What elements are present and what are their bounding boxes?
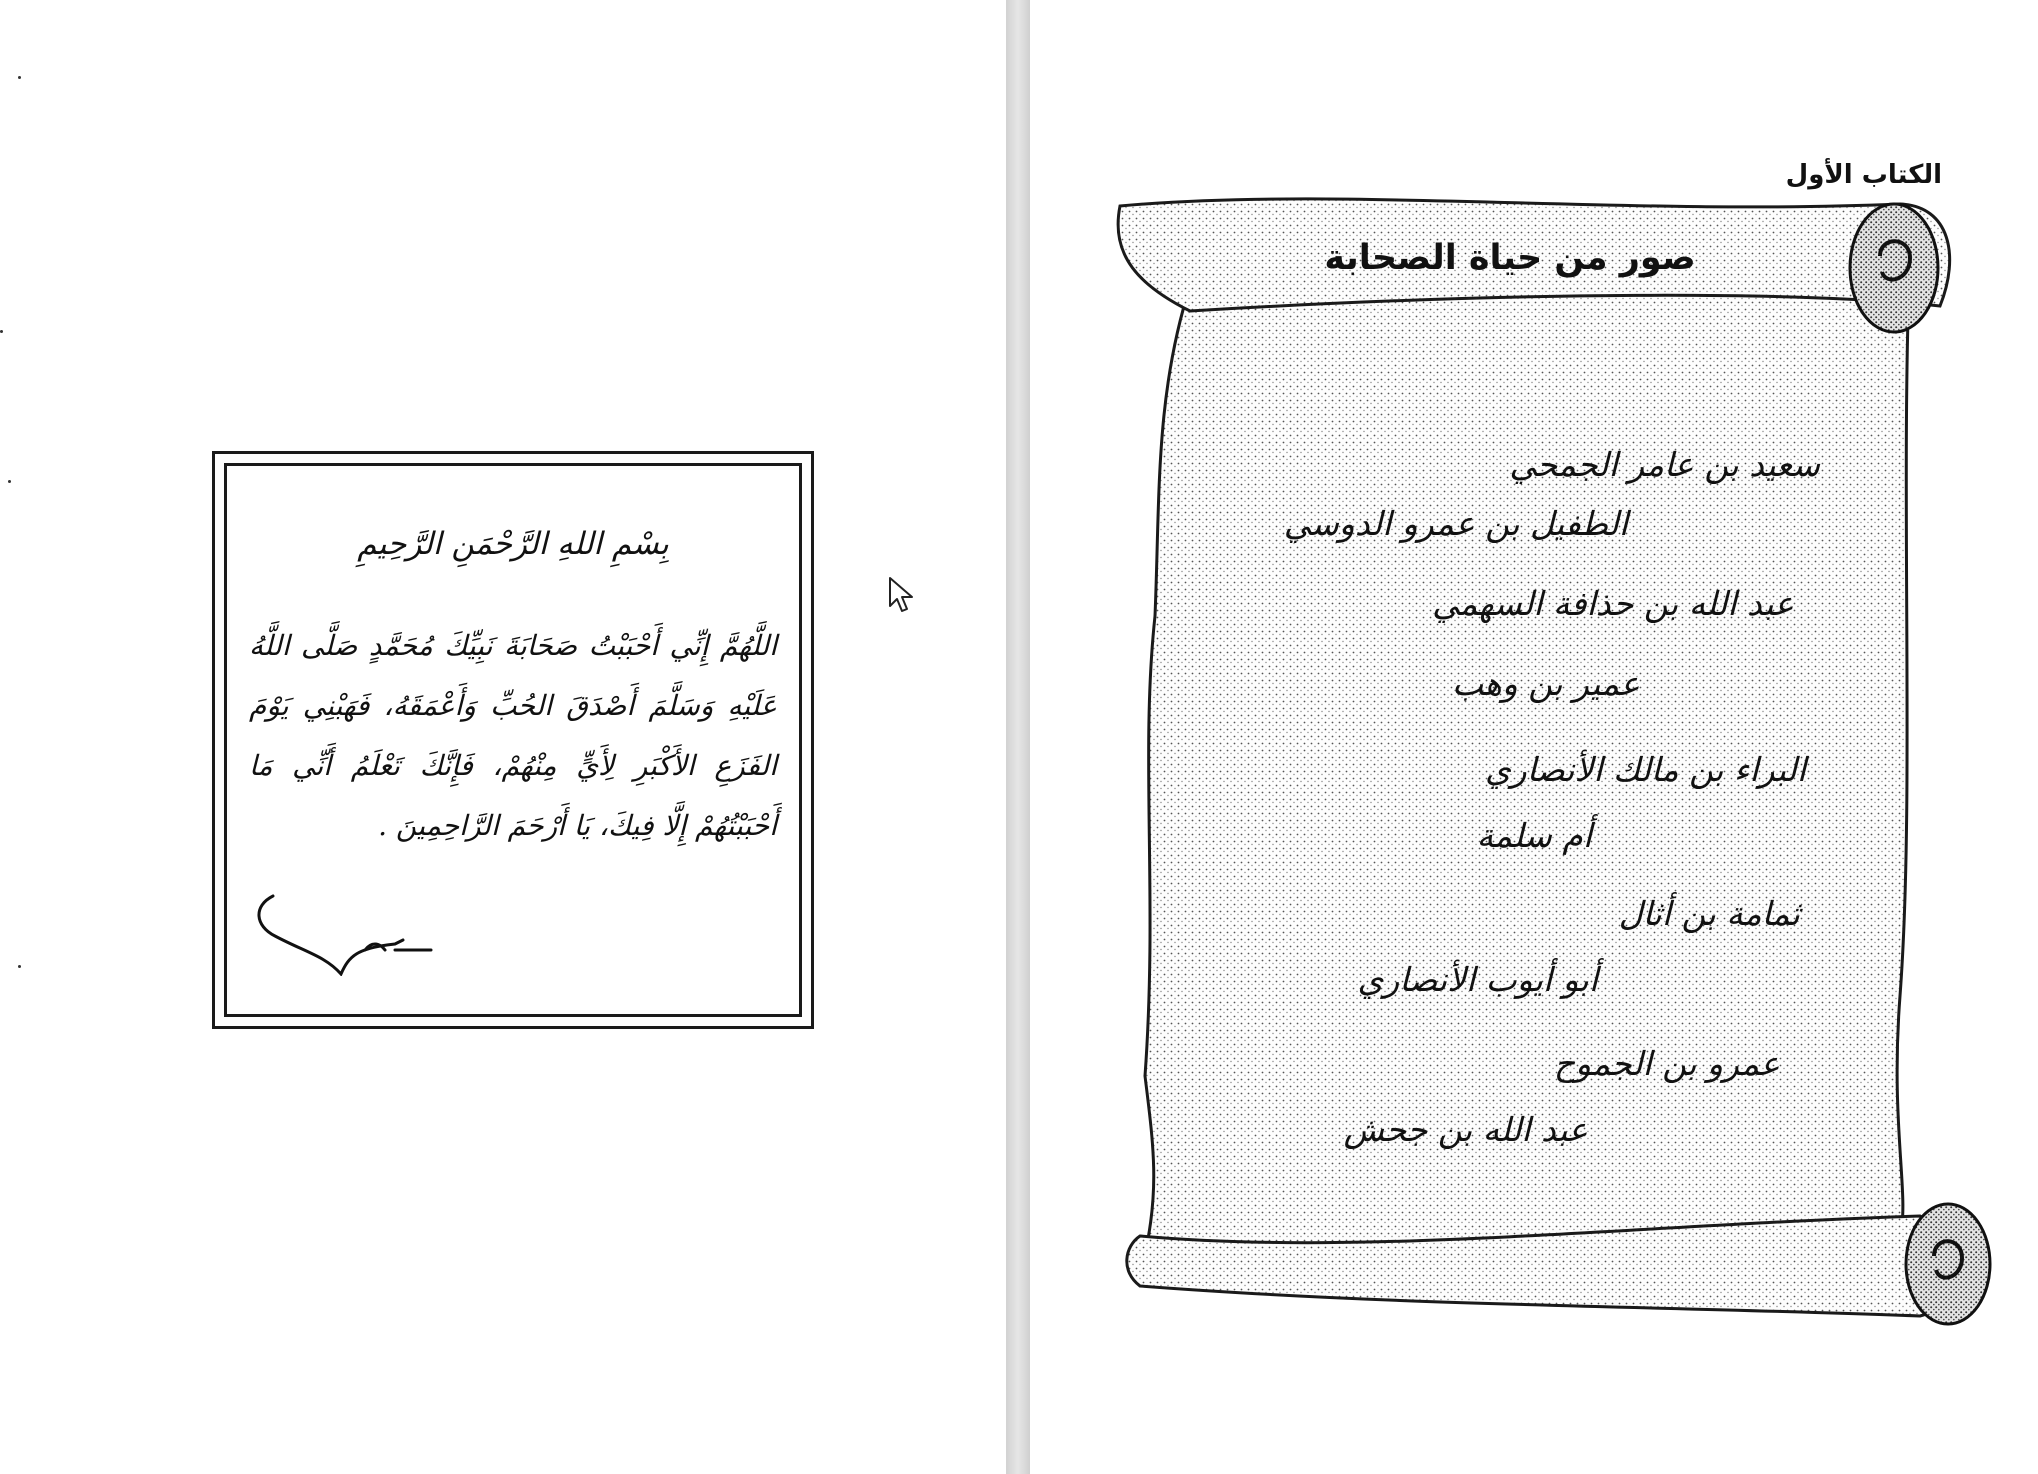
book-label: الكتاب الأول <box>1785 160 1942 190</box>
scan-speck <box>8 480 11 483</box>
scroll-title: صور من حياة الصحابة <box>1324 238 1696 278</box>
scan-speck <box>0 330 3 333</box>
mouse-cursor-icon <box>888 576 914 616</box>
list-item: عبد الله بن حذافة السهمي <box>1432 584 1794 623</box>
list-item: أبو أيوب الأنصاري <box>1357 960 1598 999</box>
page-gutter <box>1006 0 1030 1474</box>
list-item: عمير بن وهب <box>1452 664 1640 703</box>
left-page <box>0 0 1006 1474</box>
basmala: بِسْمِ اللهِ الرَّحْمَنِ الرَّحِيمِ <box>357 526 669 562</box>
scan-speck <box>18 965 21 968</box>
list-item: عمرو بن الجموح <box>1553 1044 1780 1083</box>
list-item: سعيد بن عامر الجمحي <box>1509 445 1820 484</box>
dua-inner-border <box>224 463 802 1017</box>
scan-speck <box>18 76 21 79</box>
dua-frame <box>212 451 814 1029</box>
list-item: أم سلمة <box>1476 816 1592 855</box>
list-item: الطفيل بن عمرو الدوسي <box>1283 504 1628 543</box>
signature-scribble <box>245 886 435 976</box>
list-item: ثمامة بن أثال <box>1618 894 1800 933</box>
right-page <box>1030 0 2038 1474</box>
list-item: البراء بن مالك الأنصاري <box>1484 750 1806 789</box>
companions-list <box>1030 0 2038 1474</box>
dua-text: اللَّهُمَّ إِنِّي أَحْبَبْتُ صَحَابَةَ نَبِيِّكَ مُحَمَّدٍ صَلَّى اللَّهُ عَلَيْهِ وَسَلَّمَ أَصْدَقَ الحُبِّ وَأَعْمَقَهُ، فَهَبْنِي يَوْمَ الفَزَعِ الأَكْبَرِ لِأَيٍّ مِنْهُمْ، فَإِنَّكَ تَعْلَمُ أَنِّي مَا أَحْبَبْتُهُمْ إِلَّا فِيكَ، يَا أَرْحَمَ الرَّاحِمِينَ . <box>249 629 777 842</box>
list-item: عبد الله بن جحش <box>1343 1110 1588 1149</box>
